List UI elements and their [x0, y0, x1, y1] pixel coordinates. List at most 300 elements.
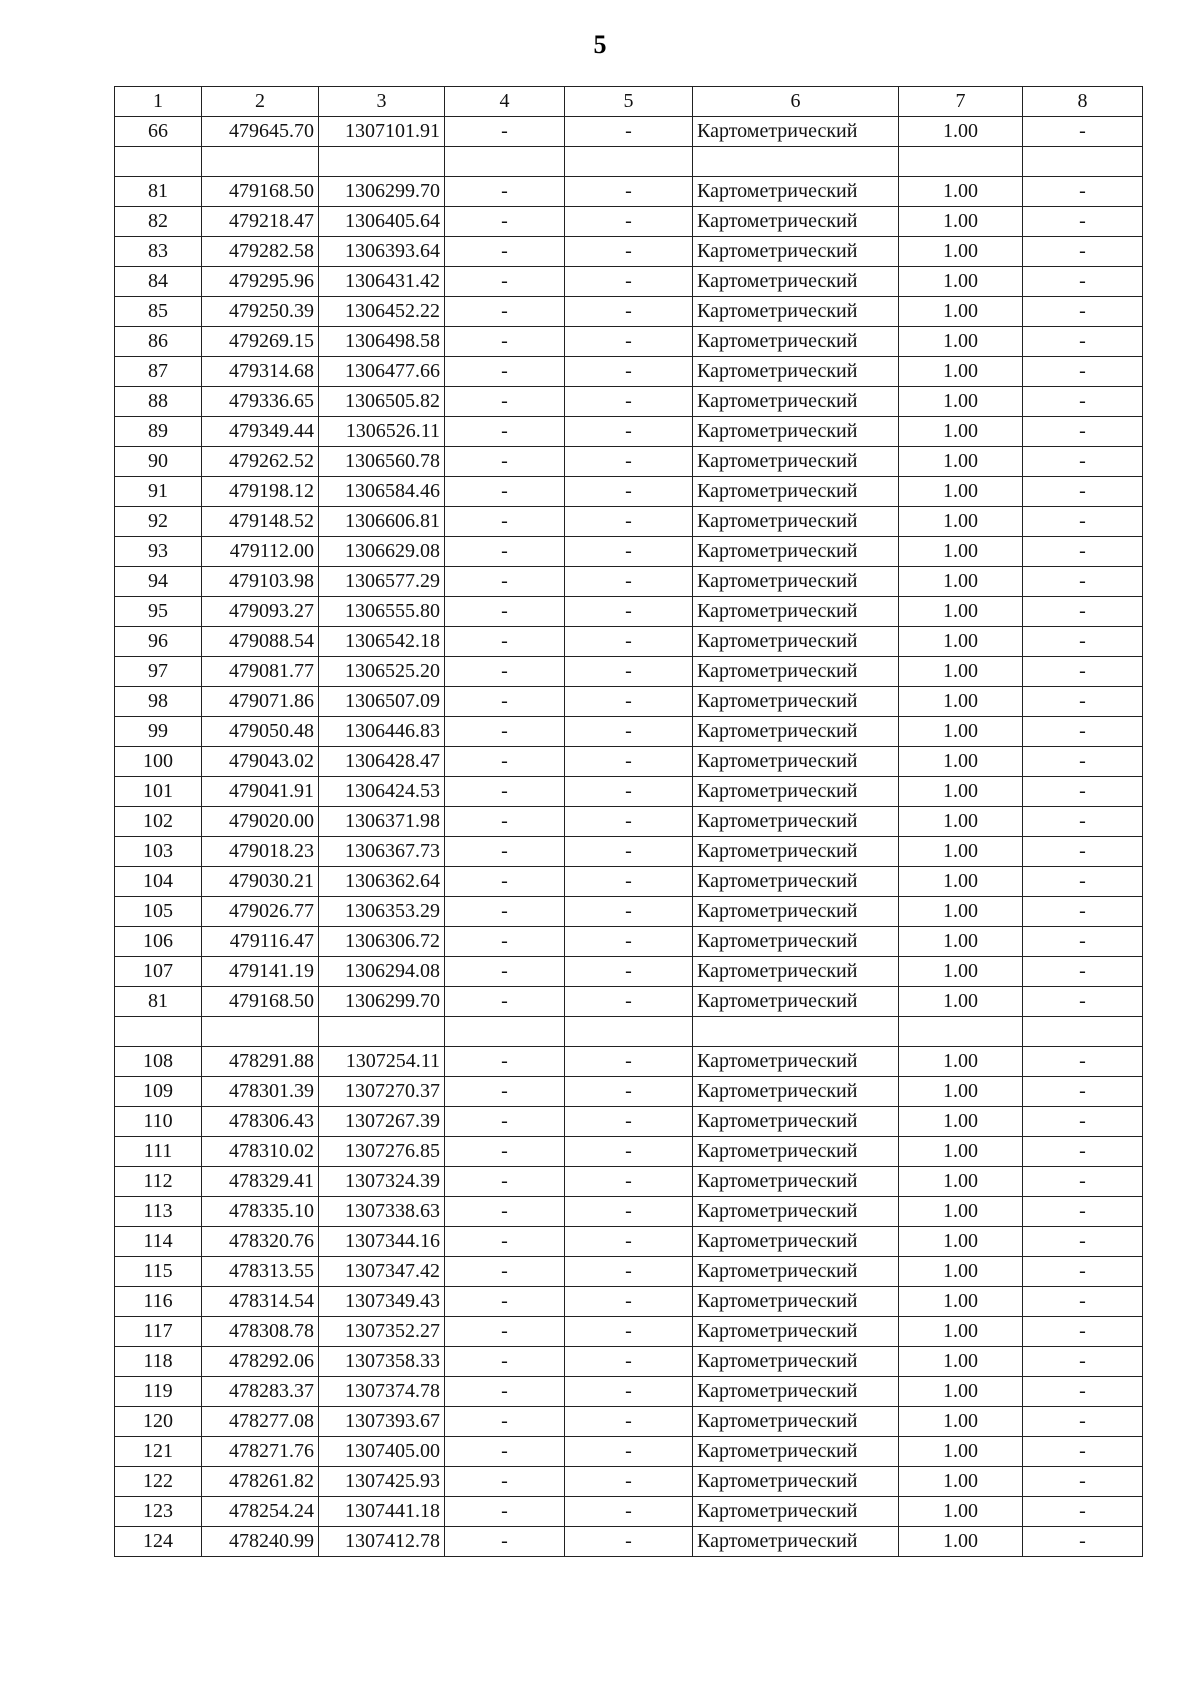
x-coordinate-cell: 479103.98	[202, 566, 319, 596]
x-coordinate-cell: 479112.00	[202, 536, 319, 566]
table-row	[115, 1226, 1143, 1256]
y-coordinate-cell: 1306526.11	[319, 416, 445, 446]
y-coordinate-cell: 1307425.93	[319, 1466, 445, 1496]
accuracy-cell	[899, 1016, 1023, 1046]
column-4-cell: -	[445, 656, 565, 686]
table-row	[115, 956, 1143, 986]
point-number-cell: 82	[115, 206, 202, 236]
table-row	[115, 1526, 1143, 1556]
point-number-cell: 106	[115, 926, 202, 956]
column-header: 4	[445, 87, 565, 117]
point-number-cell: 120	[115, 1406, 202, 1436]
column-5-cell: -	[565, 416, 693, 446]
table-row	[115, 1166, 1143, 1196]
column-4-cell: -	[445, 356, 565, 386]
column-5-cell: -	[565, 896, 693, 926]
column-5-cell: -	[565, 296, 693, 326]
table-row	[115, 176, 1143, 206]
table-body	[115, 87, 1143, 1557]
column-4-cell: -	[445, 746, 565, 776]
table-row	[115, 386, 1143, 416]
column-5-cell: -	[565, 656, 693, 686]
point-number-cell: 124	[115, 1526, 202, 1556]
table-row	[115, 1496, 1143, 1526]
point-number-cell: 102	[115, 806, 202, 836]
column-5-cell: -	[565, 806, 693, 836]
table-row	[115, 716, 1143, 746]
x-coordinate-cell: 479198.12	[202, 476, 319, 506]
table-row	[115, 1016, 1143, 1046]
method-cell: Картометрический	[693, 1076, 899, 1106]
y-coordinate-cell: 1306555.80	[319, 596, 445, 626]
table-row	[115, 266, 1143, 296]
accuracy-cell: 1.00	[899, 776, 1023, 806]
page-number: 5	[593, 30, 607, 59]
method-cell: Картометрический	[693, 956, 899, 986]
x-coordinate-cell: 478335.10	[202, 1196, 319, 1226]
point-number-cell: 95	[115, 596, 202, 626]
point-number-cell: 116	[115, 1286, 202, 1316]
column-5-cell: -	[565, 446, 693, 476]
x-coordinate-cell: 479282.58	[202, 236, 319, 266]
point-number-cell: 66	[115, 117, 202, 147]
column-8-cell: -	[1023, 1496, 1143, 1526]
table-row	[115, 206, 1143, 236]
column-4-cell: -	[445, 836, 565, 866]
column-4-cell: -	[445, 1316, 565, 1346]
x-coordinate-cell: 478277.08	[202, 1406, 319, 1436]
column-4-cell: -	[445, 476, 565, 506]
column-8-cell: -	[1023, 956, 1143, 986]
column-4-cell: -	[445, 1466, 565, 1496]
accuracy-cell: 1.00	[899, 476, 1023, 506]
coordinates-table	[114, 86, 1143, 1557]
column-8-cell: -	[1023, 1166, 1143, 1196]
table-row	[115, 1316, 1143, 1346]
method-cell: Картометрический	[693, 626, 899, 656]
column-5-cell: -	[565, 536, 693, 566]
table-row	[115, 1106, 1143, 1136]
point-number-cell	[115, 1016, 202, 1046]
column-4-cell: -	[445, 1286, 565, 1316]
accuracy-cell: 1.00	[899, 1376, 1023, 1406]
point-number-cell: 113	[115, 1196, 202, 1226]
y-coordinate-cell	[319, 147, 445, 177]
table-row	[115, 926, 1143, 956]
column-5-cell: -	[565, 1436, 693, 1466]
point-number-cell: 92	[115, 506, 202, 536]
accuracy-cell: 1.00	[899, 1466, 1023, 1496]
accuracy-cell: 1.00	[899, 596, 1023, 626]
accuracy-cell: 1.00	[899, 416, 1023, 446]
method-cell: Картометрический	[693, 266, 899, 296]
point-number-cell	[115, 147, 202, 177]
column-4-cell: -	[445, 986, 565, 1016]
y-coordinate-cell: 1307324.39	[319, 1166, 445, 1196]
x-coordinate-cell: 479262.52	[202, 446, 319, 476]
accuracy-cell: 1.00	[899, 926, 1023, 956]
column-4-cell: -	[445, 866, 565, 896]
method-cell: Картометрический	[693, 1136, 899, 1166]
table-row	[115, 896, 1143, 926]
accuracy-cell: 1.00	[899, 1346, 1023, 1376]
x-coordinate-cell: 479148.52	[202, 506, 319, 536]
column-8-cell: -	[1023, 1136, 1143, 1166]
y-coordinate-cell: 1307374.78	[319, 1376, 445, 1406]
y-coordinate-cell: 1307441.18	[319, 1496, 445, 1526]
method-cell: Картометрический	[693, 566, 899, 596]
x-coordinate-cell: 479026.77	[202, 896, 319, 926]
point-number-cell: 109	[115, 1076, 202, 1106]
accuracy-cell: 1.00	[899, 1436, 1023, 1466]
accuracy-cell: 1.00	[899, 1046, 1023, 1076]
table-row	[115, 1136, 1143, 1166]
column-5-cell: -	[565, 716, 693, 746]
point-number-cell: 103	[115, 836, 202, 866]
table-row	[115, 476, 1143, 506]
method-cell: Картометрический	[693, 836, 899, 866]
accuracy-cell: 1.00	[899, 446, 1023, 476]
column-5-cell: -	[565, 236, 693, 266]
column-4-cell: -	[445, 896, 565, 926]
y-coordinate-cell: 1307405.00	[319, 1436, 445, 1466]
column-8-cell	[1023, 147, 1143, 177]
column-8-cell: -	[1023, 356, 1143, 386]
column-4-cell: -	[445, 1346, 565, 1376]
x-coordinate-cell: 478261.82	[202, 1466, 319, 1496]
column-8-cell: -	[1023, 596, 1143, 626]
table-row	[115, 986, 1143, 1016]
method-cell: Картометрический	[693, 776, 899, 806]
x-coordinate-cell: 478240.99	[202, 1526, 319, 1556]
column-header: 8	[1023, 87, 1143, 117]
x-coordinate-cell: 478310.02	[202, 1136, 319, 1166]
column-8-cell: -	[1023, 1076, 1143, 1106]
point-number-cell: 98	[115, 686, 202, 716]
point-number-cell: 87	[115, 356, 202, 386]
column-8-cell: -	[1023, 1436, 1143, 1466]
column-4-cell: -	[445, 1136, 565, 1166]
accuracy-cell: 1.00	[899, 117, 1023, 147]
point-number-cell: 99	[115, 716, 202, 746]
point-number-cell: 101	[115, 776, 202, 806]
y-coordinate-cell: 1306428.47	[319, 746, 445, 776]
y-coordinate-cell	[319, 1016, 445, 1046]
column-8-cell: -	[1023, 1376, 1143, 1406]
x-coordinate-cell: 478271.76	[202, 1436, 319, 1466]
column-5-cell: -	[565, 386, 693, 416]
table-row	[115, 326, 1143, 356]
y-coordinate-cell: 1307101.91	[319, 117, 445, 147]
column-5-cell: -	[565, 1376, 693, 1406]
table-row	[115, 566, 1143, 596]
point-number-cell: 93	[115, 536, 202, 566]
x-coordinate-cell: 479116.47	[202, 926, 319, 956]
column-4-cell	[445, 1016, 565, 1046]
column-5-cell: -	[565, 986, 693, 1016]
column-4-cell: -	[445, 326, 565, 356]
column-4-cell: -	[445, 1406, 565, 1436]
accuracy-cell: 1.00	[899, 1226, 1023, 1256]
accuracy-cell: 1.00	[899, 686, 1023, 716]
method-cell: Картометрический	[693, 866, 899, 896]
column-4-cell: -	[445, 506, 565, 536]
method-cell: Картометрический	[693, 1526, 899, 1556]
x-coordinate-cell: 479269.15	[202, 326, 319, 356]
point-number-cell: 81	[115, 986, 202, 1016]
column-5-cell: -	[565, 206, 693, 236]
column-4-cell: -	[445, 416, 565, 446]
point-number-cell: 83	[115, 236, 202, 266]
y-coordinate-cell: 1306505.82	[319, 386, 445, 416]
table-row	[115, 536, 1143, 566]
table-row	[115, 236, 1143, 266]
method-cell: Картометрический	[693, 1256, 899, 1286]
table-row	[115, 866, 1143, 896]
point-number-cell: 84	[115, 266, 202, 296]
point-number-cell: 121	[115, 1436, 202, 1466]
accuracy-cell: 1.00	[899, 626, 1023, 656]
column-5-cell: -	[565, 1196, 693, 1226]
x-coordinate-cell: 478329.41	[202, 1166, 319, 1196]
table-row	[115, 416, 1143, 446]
column-5-cell: -	[565, 1526, 693, 1556]
column-5-cell: -	[565, 746, 693, 776]
method-cell: Картометрический	[693, 1406, 899, 1436]
column-8-cell: -	[1023, 716, 1143, 746]
column-header: 6	[693, 87, 899, 117]
point-number-cell: 104	[115, 866, 202, 896]
column-4-cell: -	[445, 626, 565, 656]
column-4-cell: -	[445, 1226, 565, 1256]
column-8-cell: -	[1023, 1286, 1143, 1316]
method-cell: Картометрический	[693, 296, 899, 326]
table-row	[115, 147, 1143, 177]
y-coordinate-cell: 1307358.33	[319, 1346, 445, 1376]
method-cell: Картометрический	[693, 716, 899, 746]
column-5-cell: -	[565, 776, 693, 806]
column-8-cell: -	[1023, 986, 1143, 1016]
table-row	[115, 596, 1143, 626]
table-row	[115, 1406, 1143, 1436]
column-4-cell: -	[445, 1106, 565, 1136]
method-cell: Картометрический	[693, 1226, 899, 1256]
column-4-cell: -	[445, 386, 565, 416]
column-5-cell: -	[565, 1466, 693, 1496]
accuracy-cell: 1.00	[899, 1106, 1023, 1136]
point-number-cell: 111	[115, 1136, 202, 1166]
column-4-cell: -	[445, 266, 565, 296]
accuracy-cell: 1.00	[899, 656, 1023, 686]
method-cell: Картометрический	[693, 746, 899, 776]
y-coordinate-cell: 1306629.08	[319, 536, 445, 566]
y-coordinate-cell: 1306507.09	[319, 686, 445, 716]
column-4-cell: -	[445, 1196, 565, 1226]
column-5-cell: -	[565, 266, 693, 296]
point-number-cell: 81	[115, 176, 202, 206]
column-5-cell: -	[565, 686, 693, 716]
accuracy-cell: 1.00	[899, 206, 1023, 236]
table-row	[115, 626, 1143, 656]
method-cell: Картометрический	[693, 1376, 899, 1406]
column-8-cell: -	[1023, 776, 1143, 806]
method-cell: Картометрический	[693, 1316, 899, 1346]
column-5-cell: -	[565, 1316, 693, 1346]
accuracy-cell	[899, 147, 1023, 177]
x-coordinate-cell	[202, 1016, 319, 1046]
point-number-cell: 110	[115, 1106, 202, 1136]
column-5-cell: -	[565, 956, 693, 986]
point-number-cell: 90	[115, 446, 202, 476]
accuracy-cell: 1.00	[899, 1316, 1023, 1346]
y-coordinate-cell: 1306431.42	[319, 266, 445, 296]
x-coordinate-cell: 479043.02	[202, 746, 319, 776]
x-coordinate-cell: 479141.19	[202, 956, 319, 986]
point-number-cell: 118	[115, 1346, 202, 1376]
method-cell: Картометрический	[693, 1466, 899, 1496]
x-coordinate-cell: 479030.21	[202, 866, 319, 896]
x-coordinate-cell: 479020.00	[202, 806, 319, 836]
column-4-cell: -	[445, 1436, 565, 1466]
table-row	[115, 806, 1143, 836]
method-cell: Картометрический	[693, 446, 899, 476]
method-cell	[693, 1016, 899, 1046]
table-row	[115, 776, 1143, 806]
table-row	[115, 1376, 1143, 1406]
x-coordinate-cell: 478301.39	[202, 1076, 319, 1106]
x-coordinate-cell: 478306.43	[202, 1106, 319, 1136]
accuracy-cell: 1.00	[899, 1196, 1023, 1226]
y-coordinate-cell: 1306606.81	[319, 506, 445, 536]
y-coordinate-cell: 1306362.64	[319, 866, 445, 896]
x-coordinate-cell: 479081.77	[202, 656, 319, 686]
y-coordinate-cell: 1306405.64	[319, 206, 445, 236]
column-8-cell: -	[1023, 506, 1143, 536]
accuracy-cell: 1.00	[899, 536, 1023, 566]
method-cell: Картометрический	[693, 1046, 899, 1076]
column-4-cell: -	[445, 446, 565, 476]
point-number-cell: 117	[115, 1316, 202, 1346]
column-4-cell: -	[445, 776, 565, 806]
column-8-cell: -	[1023, 836, 1143, 866]
column-4-cell: -	[445, 536, 565, 566]
column-8-cell: -	[1023, 1346, 1143, 1376]
column-8-cell: -	[1023, 536, 1143, 566]
y-coordinate-cell: 1307412.78	[319, 1526, 445, 1556]
y-coordinate-cell: 1307254.11	[319, 1046, 445, 1076]
table-row	[115, 356, 1143, 386]
x-coordinate-cell: 479645.70	[202, 117, 319, 147]
x-coordinate-cell: 478320.76	[202, 1226, 319, 1256]
y-coordinate-cell: 1307349.43	[319, 1286, 445, 1316]
column-4-cell: -	[445, 926, 565, 956]
column-8-cell: -	[1023, 266, 1143, 296]
column-4-cell: -	[445, 236, 565, 266]
column-4-cell: -	[445, 1496, 565, 1526]
y-coordinate-cell: 1307276.85	[319, 1136, 445, 1166]
column-5-cell: -	[565, 1046, 693, 1076]
column-4-cell: -	[445, 716, 565, 746]
accuracy-cell: 1.00	[899, 386, 1023, 416]
method-cell: Картометрический	[693, 206, 899, 236]
column-5-cell: -	[565, 1346, 693, 1376]
accuracy-cell: 1.00	[899, 1076, 1023, 1106]
column-4-cell: -	[445, 1046, 565, 1076]
column-header: 2	[202, 87, 319, 117]
column-5-cell	[565, 1016, 693, 1046]
column-8-cell: -	[1023, 446, 1143, 476]
method-cell: Картометрический	[693, 1436, 899, 1466]
y-coordinate-cell: 1306367.73	[319, 836, 445, 866]
method-cell: Картометрический	[693, 1106, 899, 1136]
point-number-cell: 108	[115, 1046, 202, 1076]
accuracy-cell: 1.00	[899, 746, 1023, 776]
accuracy-cell: 1.00	[899, 1406, 1023, 1436]
accuracy-cell: 1.00	[899, 266, 1023, 296]
column-8-cell: -	[1023, 476, 1143, 506]
accuracy-cell: 1.00	[899, 1286, 1023, 1316]
column-8-cell: -	[1023, 1046, 1143, 1076]
x-coordinate-cell: 479093.27	[202, 596, 319, 626]
table-row	[115, 296, 1143, 326]
column-5-cell: -	[565, 866, 693, 896]
accuracy-cell: 1.00	[899, 1136, 1023, 1166]
column-8-cell: -	[1023, 746, 1143, 776]
point-number-cell: 100	[115, 746, 202, 776]
column-5-cell: -	[565, 176, 693, 206]
column-5-cell: -	[565, 1136, 693, 1166]
column-8-cell: -	[1023, 117, 1143, 147]
point-number-cell: 91	[115, 476, 202, 506]
y-coordinate-cell: 1306299.70	[319, 986, 445, 1016]
column-8-cell: -	[1023, 1466, 1143, 1496]
method-cell: Картометрический	[693, 1346, 899, 1376]
method-cell: Картометрический	[693, 896, 899, 926]
column-8-cell: -	[1023, 626, 1143, 656]
y-coordinate-cell: 1307267.39	[319, 1106, 445, 1136]
method-cell: Картометрический	[693, 176, 899, 206]
column-8-cell: -	[1023, 656, 1143, 686]
column-4-cell: -	[445, 1256, 565, 1286]
accuracy-cell: 1.00	[899, 506, 1023, 536]
column-4-cell: -	[445, 117, 565, 147]
column-4-cell: -	[445, 566, 565, 596]
x-coordinate-cell: 479250.39	[202, 296, 319, 326]
column-8-cell: -	[1023, 386, 1143, 416]
point-number-cell: 122	[115, 1466, 202, 1496]
accuracy-cell: 1.00	[899, 236, 1023, 266]
y-coordinate-cell: 1306452.22	[319, 296, 445, 326]
column-8-cell: -	[1023, 416, 1143, 446]
table-row	[115, 836, 1143, 866]
method-cell: Картометрический	[693, 506, 899, 536]
column-8-cell: -	[1023, 1226, 1143, 1256]
column-header: 1	[115, 87, 202, 117]
column-8-cell: -	[1023, 1406, 1143, 1436]
column-4-cell: -	[445, 806, 565, 836]
column-5-cell: -	[565, 1166, 693, 1196]
accuracy-cell: 1.00	[899, 326, 1023, 356]
column-5-cell: -	[565, 506, 693, 536]
point-number-cell: 89	[115, 416, 202, 446]
accuracy-cell: 1.00	[899, 836, 1023, 866]
accuracy-cell: 1.00	[899, 716, 1023, 746]
header-row	[115, 87, 1143, 117]
column-5-cell: -	[565, 1106, 693, 1136]
point-number-cell: 86	[115, 326, 202, 356]
column-4-cell: -	[445, 1076, 565, 1106]
column-5-cell: -	[565, 1226, 693, 1256]
